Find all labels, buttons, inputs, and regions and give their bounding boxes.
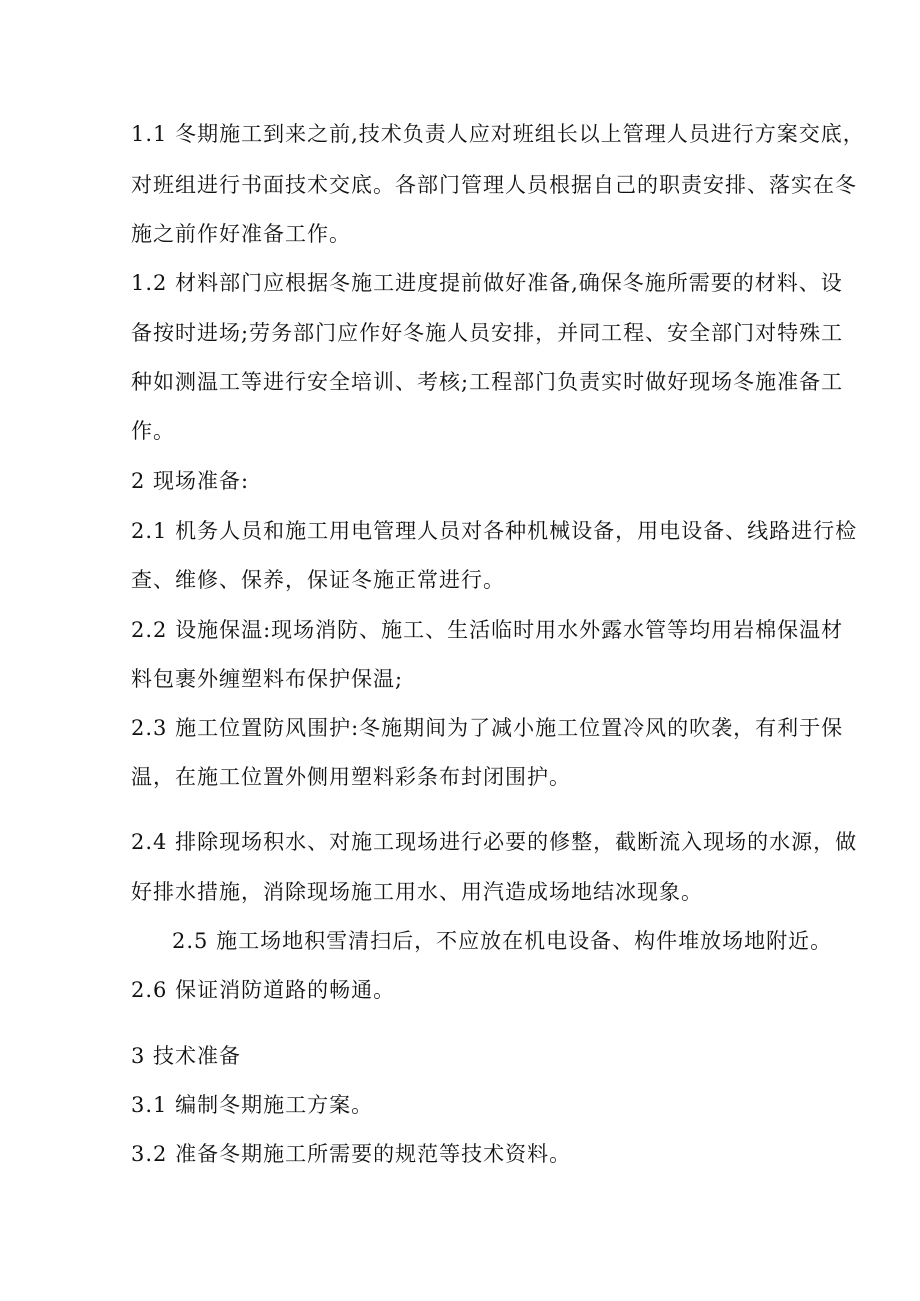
paragraph-1-2-line-1: 1.2 材料部门应根据冬施工进度提前做好准备,确保冬施所需要的材料、设 <box>131 271 843 295</box>
section-2-heading: 2 现场准备: <box>131 469 250 493</box>
paragraph-3-2: 3.2 准备冬期施工所需要的规范等技术资料。 <box>131 1142 572 1166</box>
paragraph-2-4-line-1: 2.4 排除现场积水、对施工现场进行必要的修整，截断流入现场的水源，做 <box>131 830 858 854</box>
paragraph-3-1: 3.1 编制冬期施工方案。 <box>131 1093 374 1117</box>
paragraph-1-1-line-2: 对班组进行书面技术交底。各部门管理人员根据自己的职责安排、落实在冬 <box>131 173 857 197</box>
paragraph-1-2-line-3: 种如测温工等进行安全培训、考核;工程部门负责实时做好现场冬施准备工 <box>131 370 844 394</box>
paragraph-2-2-line-2: 料包裹外缠塑料布保护保温; <box>131 667 404 691</box>
paragraph-1-2-line-2: 备按时进场;劳务部门应作好冬施人员安排，并同工程、安全部门对特殊工 <box>131 321 844 345</box>
paragraph-1-1-line-1: 1.1 冬期施工到来之前,技术负责人应对班组长以上管理人员进行方案交底， <box>131 122 865 146</box>
paragraph-1-1-line-3: 施之前作好准备工作。 <box>131 222 351 246</box>
paragraph-2-3-line-1: 2.3 施工位置防风围护:冬施期间为了减小施工位置冷风的吹袭，有利于保 <box>131 716 844 740</box>
paragraph-1-2-line-4: 作。 <box>131 419 175 443</box>
paragraph-2-4-line-2: 好排水措施，消除现场施工用水、用汽造成场地结冰现象。 <box>131 880 703 904</box>
paragraph-2-1-line-2: 查、维修、保养，保证冬施正常进行。 <box>131 568 505 592</box>
paragraph-2-5: 2.5 施工场地积雪清扫后，不应放在机电设备、构件堆放场地附近。 <box>172 929 833 953</box>
paragraph-2-2-line-1: 2.2 设施保温:现场消防、施工、生活临时用水外露水管等均用岩棉保温材 <box>131 618 844 642</box>
paragraph-2-3-line-2: 温，在施工位置外侧用塑料彩条布封闭围护。 <box>131 765 571 789</box>
section-3-heading: 3 技术准备 <box>131 1044 242 1068</box>
paragraph-2-1-line-1: 2.1 机务人员和施工用电管理人员对各种机械设备，用电设备、线路进行检 <box>131 519 858 543</box>
paragraph-2-6: 2.6 保证消防道路的畅通。 <box>131 978 396 1002</box>
